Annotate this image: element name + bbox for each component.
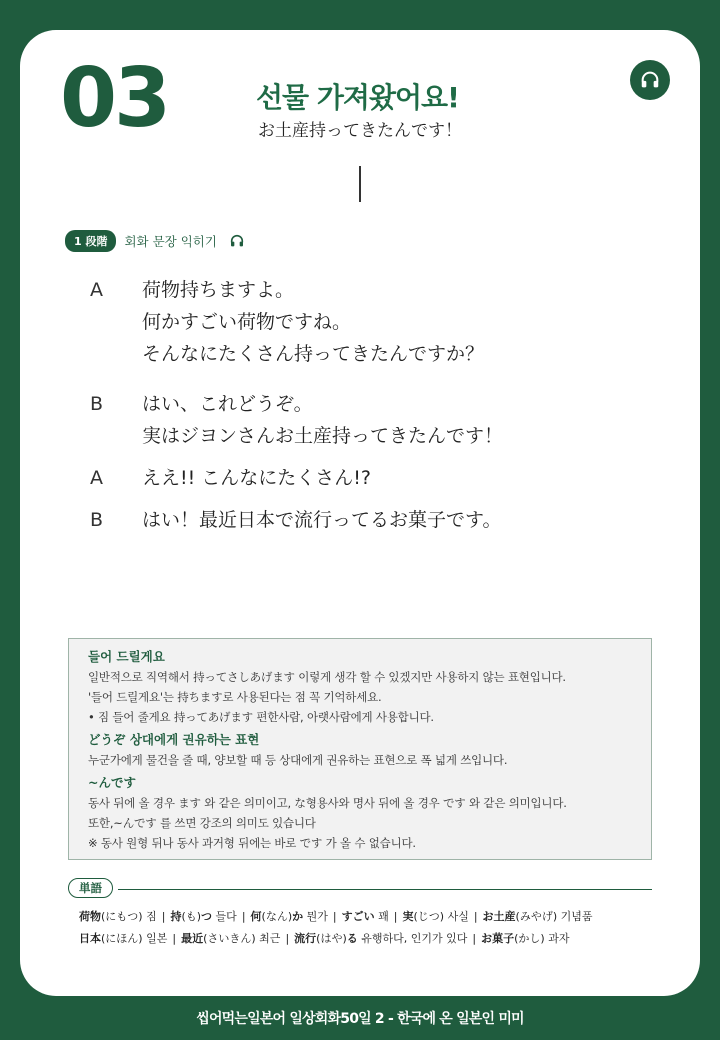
note-line: ※ 동사 원형 뒤나 동사 과거형 뒤에는 바로 です 가 올 수 없습니다. xyxy=(88,836,416,850)
vocab-item: すごい 꽤 xyxy=(341,910,389,923)
vocab-item: 流行(はや)る 유행하다, 인기가 있다 xyxy=(294,932,468,945)
note-block xyxy=(88,730,651,770)
note-line: • 짐 들어 줄게요 持ってあげます 편한사람, 아랫사람에게 사용합니다. xyxy=(88,710,434,724)
speaker-label: A xyxy=(90,467,103,489)
note-line: 동사 뒤에 올 경우 ます 와 같은 의미이고, な형용사와 명사 뒤에 올 경우 です 와 같은 의미입니다. xyxy=(88,796,567,810)
note-line: '들어 드릴게요'는 持ちます로 사용된다는 점 꼭 기억하세요. xyxy=(88,690,382,704)
dialogue-line: 何かすごい荷物ですね。 xyxy=(142,311,352,333)
dialogue-line: 実はジヨンさんお土産持ってきたんです！ xyxy=(142,425,504,447)
book-footer: 씹어먹는일본어 일상회화50일 2 - 한국에 온 일본인 미미 xyxy=(196,1011,524,1027)
vocab-rule xyxy=(118,889,652,890)
vocab-row: 荷物(にもつ) 짐 | 持(も)つ 들다 | 何(なん)か 뭔가 | すごい 꽤 | 実(じつ) 사실 | お土産(みやげ) 기념품 xyxy=(79,910,593,923)
dialogue-line: そんなにたくさん持ってきたんですか？ xyxy=(142,343,485,365)
vocab-item: お土産(みやげ) 기념품 xyxy=(482,910,593,923)
dialogue-line: ええ!! こんなにたくさん!? xyxy=(142,467,371,489)
stage-label: 회화 문장 익히기 xyxy=(124,234,217,249)
vocab-item: 持(も)つ 들다 xyxy=(170,910,237,923)
lesson-title-korean: 선물 가져왔어요! xyxy=(256,81,459,114)
note-line: 일반적으로 직역해서 持ってさしあげます 이렇게 생각 할 수 있겠지만 사용하지 않는 표현입니다. xyxy=(88,670,566,684)
dialogue-turn xyxy=(90,504,670,536)
stage-audio-button[interactable] xyxy=(229,233,245,249)
vocab-item: 最近(さいきん) 최근 xyxy=(181,932,281,945)
note-heading: ~んです xyxy=(88,775,136,790)
note-line: 누군가에게 물건을 줄 때, 양보할 때 등 상대에게 권유하는 표현으로 폭 넓게 쓰입니다. xyxy=(88,753,508,767)
note-heading: どうぞ 상대에게 권유하는 표현 xyxy=(88,732,260,747)
speaker-label: B xyxy=(90,509,104,531)
speaker-label: A xyxy=(90,279,103,301)
vocab-item: 実(じつ) 사실 xyxy=(402,910,469,923)
dialogue-line: はい！最近日本で流行ってるお菓子です。 xyxy=(142,509,502,531)
audio-play-button[interactable] xyxy=(630,60,670,100)
stage-badge: 1 段階 xyxy=(65,230,116,252)
dialogue-turn xyxy=(90,274,670,370)
note-block xyxy=(88,773,651,853)
note-line: 또한,~んです 를 쓰면 강조의 의미도 있습니다 xyxy=(88,816,316,830)
vocab-item: 荷物(にもつ) 짐 xyxy=(79,910,157,923)
vocab-list xyxy=(79,906,679,950)
lesson-card xyxy=(20,30,700,996)
dialogue xyxy=(90,274,670,536)
note-heading: 들어 드릴게요 xyxy=(88,649,165,664)
dialogue-line: はい、これどうぞ。 xyxy=(142,393,313,415)
dialogue-turn xyxy=(90,388,670,452)
dialogue-line: 荷物持ちますよ。 xyxy=(142,279,295,301)
grammar-notes-box xyxy=(68,638,652,860)
section-divider xyxy=(359,166,361,202)
dialogue-turn xyxy=(90,462,670,494)
speaker-label: B xyxy=(90,393,104,415)
vocab-item: 何(なん)か 뭔가 xyxy=(250,910,328,923)
note-block xyxy=(88,647,651,727)
vocab-badge: 単語 xyxy=(68,878,113,898)
headphones-icon xyxy=(639,69,661,91)
vocab-header xyxy=(68,878,652,900)
vocab-item: 日本(にほん) 일본 xyxy=(79,932,168,945)
stage-header xyxy=(65,230,245,252)
lesson-number: 03 xyxy=(60,51,169,146)
lesson-title-japanese: お土産持ってきたんです！ xyxy=(258,121,462,141)
vocab-item: お菓子(かし) 과자 xyxy=(481,932,570,945)
headphones-icon xyxy=(229,233,245,249)
vocab-row: 日本(にほん) 일본 | 最近(さいきん) 최근 | 流行(はや)る 유행하다, 인기가 있다 | お菓子(かし) 과자 xyxy=(79,932,570,945)
